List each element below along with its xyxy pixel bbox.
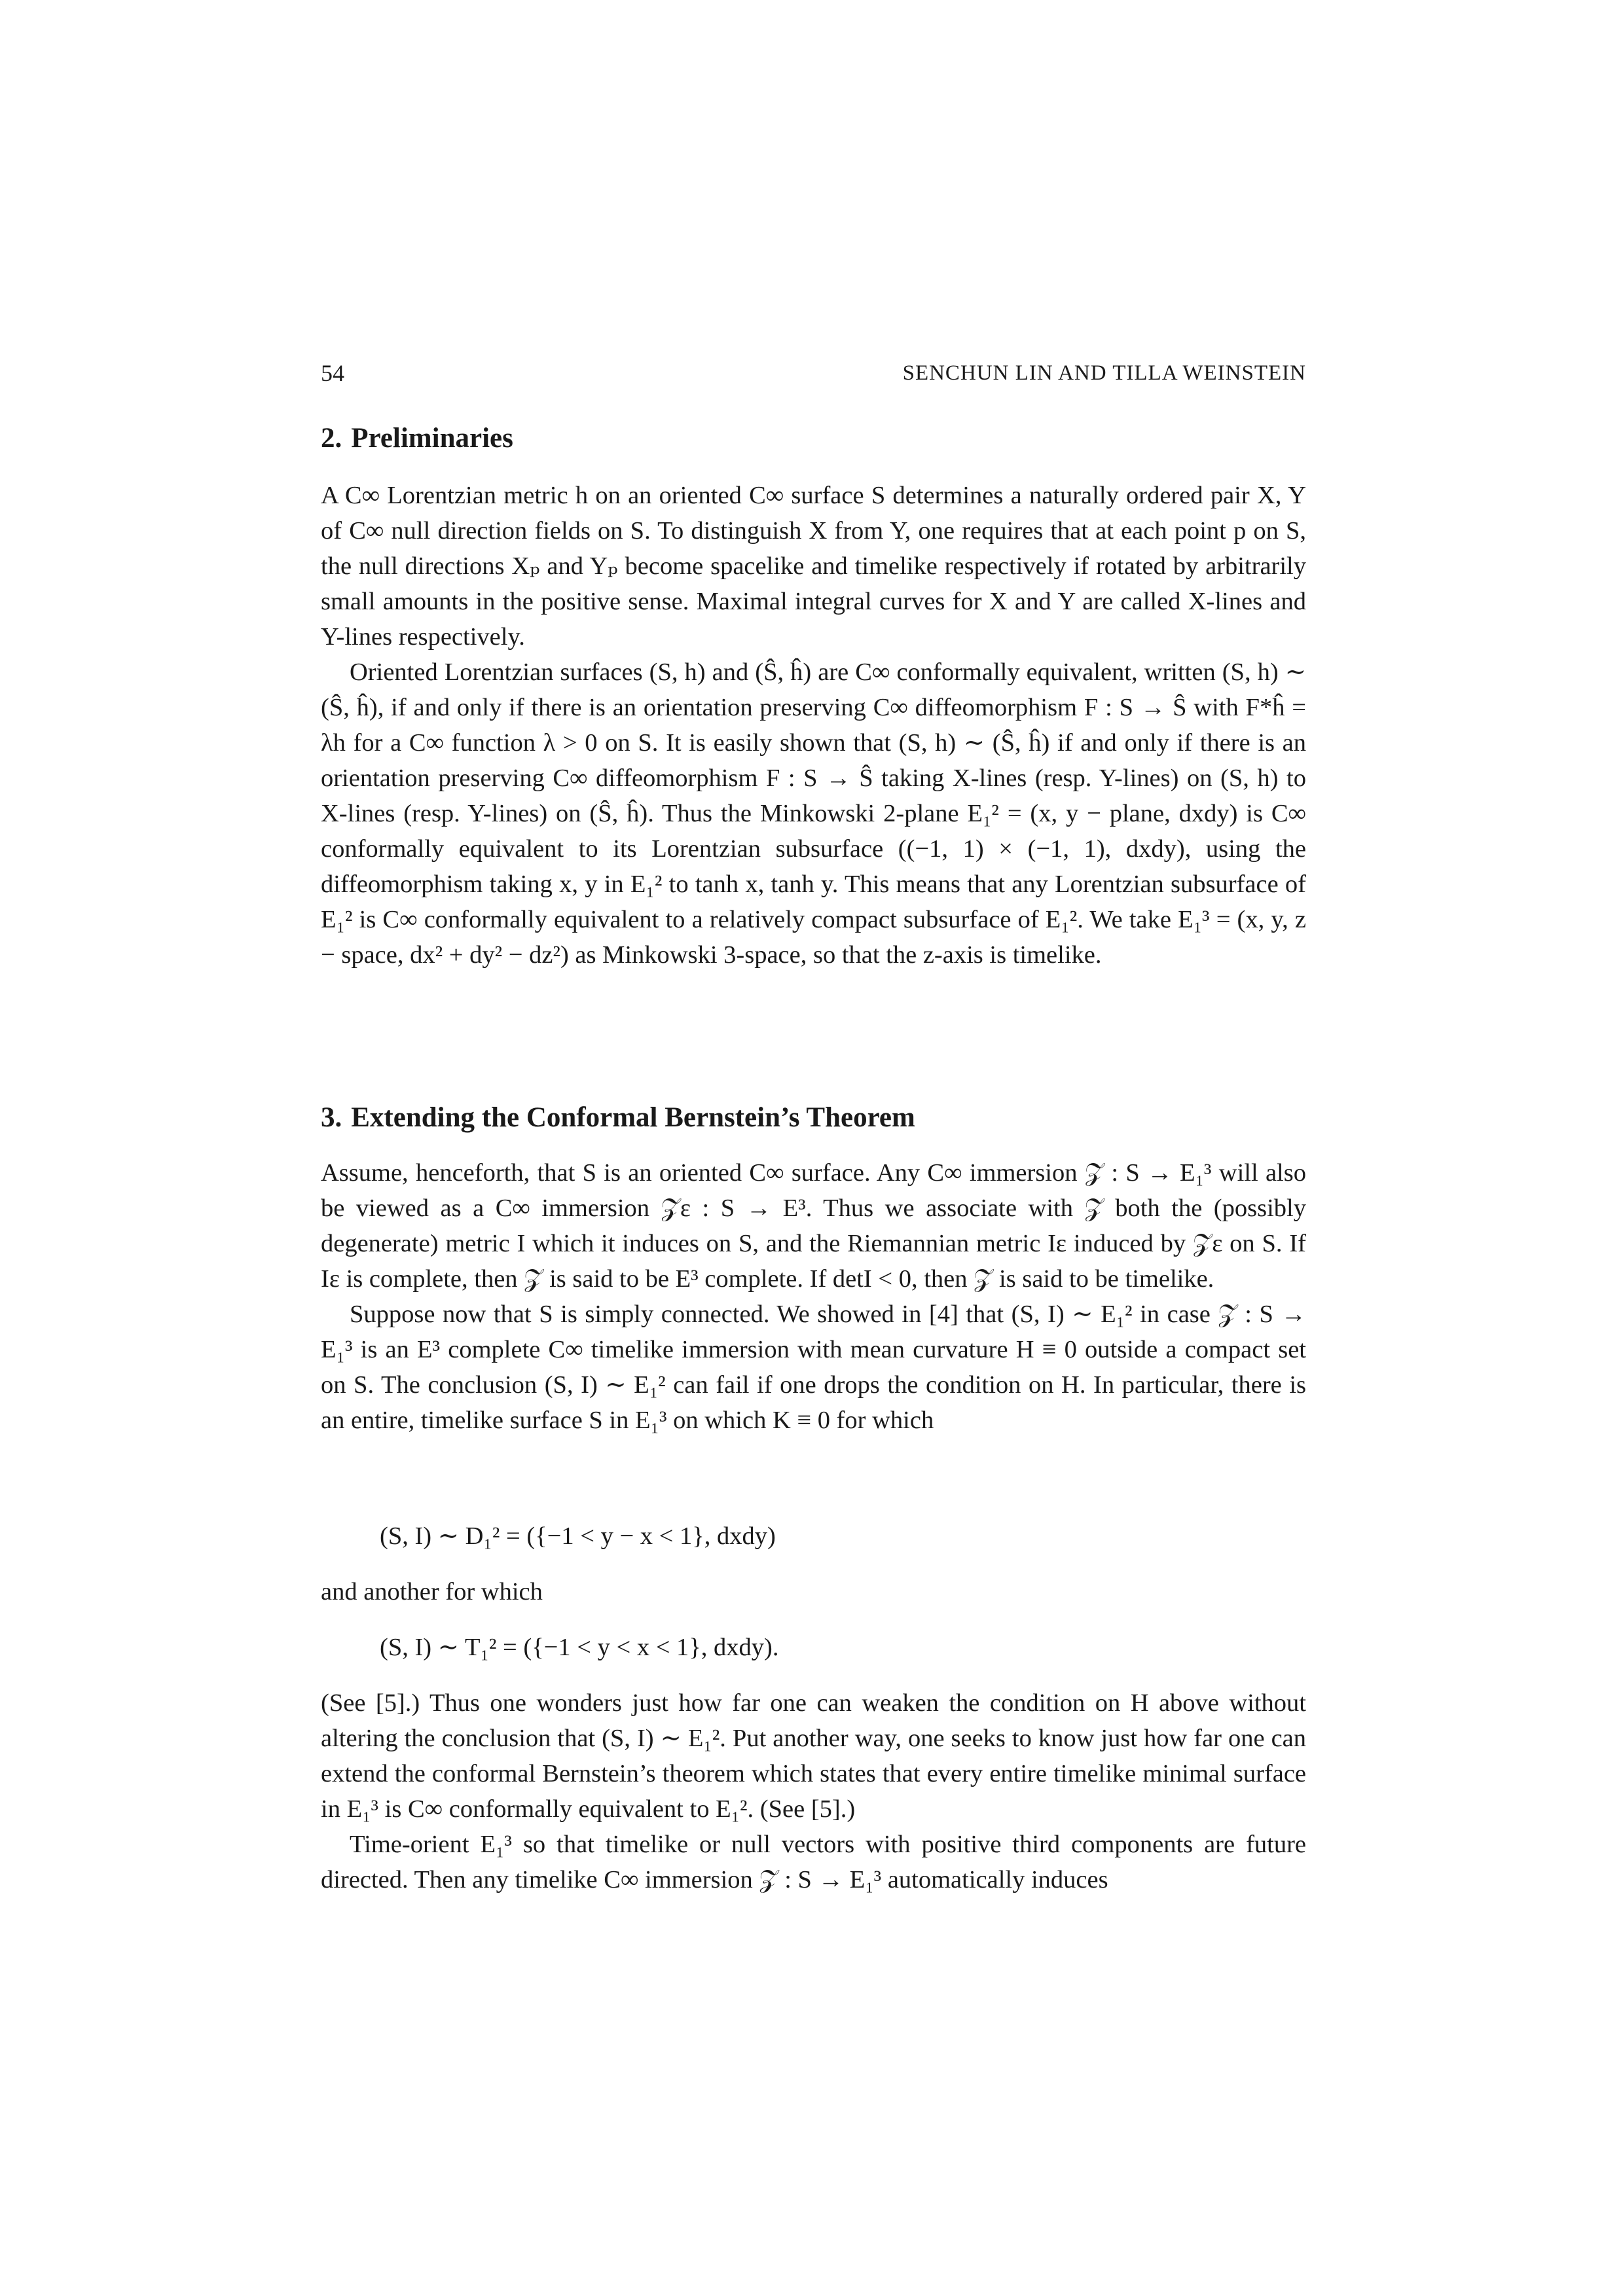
section-3-body-a	[321, 1155, 1306, 1438]
paragraph: (See [5].) Thus one wonders just how far one can weaken the condition on H above without altering the conclusion that (S, I) ∼ E₁². Put another way, one seeks to know just how far one can extend the conformal Bernstein’s theorem which states that every entire timelike minimal surface in E₁³ is C∞ conformally equivalent to E₁². (See [5].)	[321, 1689, 1306, 1823]
section-3-title: Extending the Conformal Bernstein’s Theorem	[351, 1102, 915, 1133]
display-equation-2: (S, I) ∼ T₁² = ({−1 < y < x < 1}, dxdy).	[380, 1634, 779, 1661]
paragraph: Assume, henceforth, that S is an oriented C∞ surface. Any C∞ immersion 𝒵 : S → E₁³ will also be viewed as a C∞ immersion 𝒵ε : S → E³. Thus we associate with 𝒵 both the (possibly degenerate) metric I which it induces on S, and the Riemannian metric Iε induced by 𝒵ε on S. If Iε is complete, then 𝒵 is said to be E³ complete. If detI < 0, then 𝒵 is said to be timelike.	[321, 1159, 1306, 1293]
section-2-title: Preliminaries	[351, 423, 513, 454]
connector-text: and another for which	[321, 1578, 543, 1605]
section-2-body	[321, 478, 1306, 973]
page-number: 54	[321, 360, 344, 386]
section-3-heading	[321, 1098, 915, 1138]
display-equation-1: (S, I) ∼ D₁² = ({−1 < y − x < 1}, dxdy)	[380, 1522, 776, 1550]
section-2-number: 2.	[321, 423, 342, 454]
paragraph: Oriented Lorentzian surfaces (S, h) and (Ŝ, ĥ) are C∞ conformally equivalent, written (S, h) ∼ (Ŝ, ĥ), if and only if there is an orientation preserving C∞ diffeomorphism F : S → Ŝ with F*ĥ = λh for a C∞ function λ > 0 on S. It is easily shown that (S, h) ∼ (Ŝ, ĥ) if and only if there is an orientation preserving C∞ diffeomorphism F : S → Ŝ taking X-lines (resp. Y-lines) on (S, h) to X-lines (resp. Y-lines) on (Ŝ, ĥ). Thus the Minkowski 2-plane E₁² = (x, y − plane, dxdy) is C∞ conformally equivalent to its Lorentzian subsurface ((−1, 1) × (−1, 1), dxdy), using the diffeomorphism taking x, y in E₁² to tanh x, tanh y. This means that any Lorentzian subsurface of E₁² is C∞ conformally equivalent to a relatively compact subsurface of E₁². We take E₁³ = (x, y, z − space, dx² + dy² − dz²) as Minkowski 3-space, so that the z-axis is timelike.	[321, 658, 1306, 969]
section-3-body-b	[321, 1685, 1306, 1897]
running-head-authors: SENCHUN LIN AND TILLA WEINSTEIN	[902, 361, 1306, 385]
section-3-number: 3.	[321, 1102, 342, 1133]
paragraph: Time-orient E₁³ so that timelike or null vectors with positive third components are future directed. Then any timelike C∞ immersion 𝒵 : S → E₁³ automatically induces	[321, 1831, 1306, 1893]
running-head	[321, 353, 1306, 393]
paragraph: Suppose now that S is simply connected. We showed in [4] that (S, I) ∼ E₁² in case 𝒵 : S → E₁³ is an E³ complete C∞ timelike immersion with mean curvature H ≡ 0 outside a compact set on S. The conclusion (S, I) ∼ E₁² can fail if one drops the condition on H. In particular, there is an entire, timelike surface S in E₁³ on which K ≡ 0 for which	[321, 1300, 1306, 1434]
section-2-heading	[321, 419, 513, 458]
paragraph: A C∞ Lorentzian metric h on an oriented C∞ surface S determines a naturally ordered pair X, Y of C∞ null direction fields on S. To distinguish X from Y, one requires that at each point p on S, the null directions Xₚ and Yₚ become spacelike and timelike respectively if rotated by arbitrarily small amounts in the positive sense. Maximal integral curves for X and Y are called X-lines and Y-lines respectively.	[321, 482, 1306, 651]
